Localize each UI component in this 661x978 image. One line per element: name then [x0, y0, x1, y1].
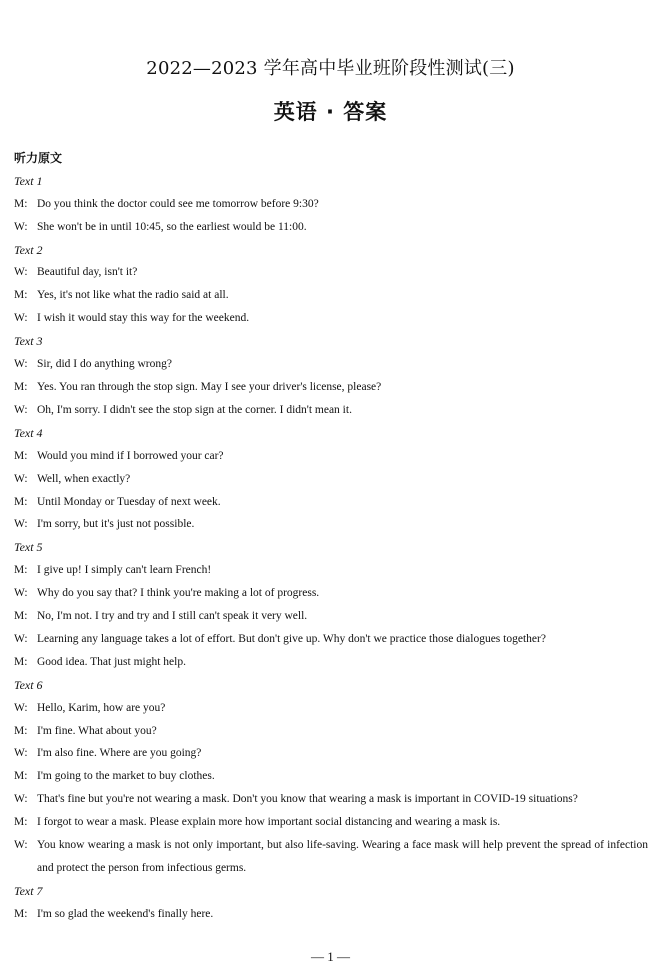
speaker-label: W: — [14, 518, 28, 531]
utterance-text: Sir, did I do anything wrong? — [37, 358, 172, 371]
speaker-label: M: — [14, 197, 28, 210]
dialogue-line — [14, 651, 648, 674]
document-subtitle: 英语 · 答案 — [273, 100, 388, 124]
speaker-label: W: — [14, 701, 28, 714]
utterance-text: No, I'm not. I try and try and I still can't speak it very well. — [37, 610, 308, 623]
dialogue-line — [14, 193, 648, 216]
dialogue-line — [14, 513, 648, 536]
utterance-text: Until Monday or Tuesday of next week. — [37, 495, 221, 508]
utterance-text: I wish it would stay this way for the weekend. — [37, 312, 250, 325]
dialogue-line — [14, 491, 648, 514]
dialogue-line — [14, 605, 648, 628]
utterance-text: I give up! I simply can't learn French! — [37, 564, 212, 577]
utterance-text: I forgot to wear a mask. Please explain more how important social distancing and wearing a mask is. — [37, 816, 501, 829]
utterance-text: I'm also fine. Where are you going? — [37, 747, 202, 760]
utterance-text: Beautiful day, isn't it? — [37, 266, 138, 279]
text-block — [14, 170, 648, 239]
utterance-text: She won't be in until 10:45, so the earliest would be 11:00. — [37, 220, 307, 233]
text-label: Text 6 — [14, 677, 43, 692]
listening-transcript — [14, 147, 648, 926]
speaker-label: W: — [14, 747, 28, 760]
text-block — [14, 674, 648, 880]
speaker-label: W: — [14, 472, 28, 485]
dialogue-line — [14, 765, 648, 788]
dialogue-line — [14, 903, 648, 926]
text-label: Text 5 — [14, 540, 43, 555]
transcript-texts — [14, 170, 648, 926]
speaker-label: M: — [14, 495, 28, 508]
dialogue-line — [14, 720, 648, 743]
utterance-text: I'm fine. What about you? — [37, 724, 157, 737]
utterance-text: Well, when exactly? — [37, 472, 131, 485]
speaker-label: W: — [14, 312, 28, 325]
document-title: 2022—2023 学年高中毕业班阶段性测试(三) — [146, 58, 515, 79]
dialogue-line — [14, 307, 648, 330]
utterance-text: Yes, it's not like what the radio said at all. — [37, 289, 229, 302]
speaker-label: M: — [14, 610, 28, 623]
text-label: Text 4 — [14, 425, 43, 440]
speaker-label: M: — [14, 816, 28, 829]
utterance-text: Hello, Karim, how are you? — [37, 701, 166, 714]
utterance-text: Good idea. That just might help. — [37, 655, 186, 668]
speaker-label: M: — [14, 770, 28, 783]
utterance-text: I'm sorry, but it's just not possible. — [37, 518, 195, 531]
text-label: Text 2 — [14, 242, 43, 257]
text-block — [14, 422, 648, 537]
dialogue-line — [14, 261, 648, 284]
speaker-label: W: — [14, 358, 28, 371]
speaker-label: M: — [14, 655, 28, 668]
dialogue-line — [14, 697, 648, 720]
dialogue-line — [14, 376, 648, 399]
speaker-label: M: — [14, 907, 28, 920]
dialogue-line — [14, 811, 648, 834]
text-label: Text 7 — [14, 883, 43, 898]
speaker-label: W: — [14, 632, 28, 645]
dialogue-line — [14, 216, 648, 239]
speaker-label: W: — [14, 220, 28, 233]
utterance-text: Why do you say that? I think you're making a lot of progress. — [37, 587, 320, 600]
speaker-label: M: — [14, 564, 28, 577]
utterance-text: That's fine but you're not wearing a mask. Don't you know that wearing a mask is important in COVID-19 situations? — [37, 793, 578, 806]
speaker-label: W: — [14, 839, 28, 852]
speaker-label: W: — [14, 266, 28, 279]
dialogue-line — [14, 445, 648, 468]
utterance-text: Oh, I'm sorry. I didn't see the stop sign at the corner. I didn't mean it. — [37, 403, 352, 416]
section-title: 听力原文 — [14, 151, 63, 165]
dialogue-line — [14, 284, 648, 307]
speaker-label: M: — [14, 289, 28, 302]
dialogue-line — [14, 788, 648, 811]
speaker-label: M: — [14, 724, 28, 737]
dialogue-line — [14, 628, 648, 651]
dialogue-line — [14, 559, 648, 582]
utterance-text: I'm going to the market to buy clothes. — [37, 770, 215, 783]
speaker-label: W: — [14, 403, 28, 416]
text-label: Text 3 — [14, 334, 43, 349]
utterance-text: Yes. You ran through the stop sign. May I see your driver's license, please? — [37, 381, 382, 393]
speaker-label: M: — [14, 381, 28, 393]
dialogue-line — [14, 353, 648, 376]
utterance-text: I'm so glad the weekend's finally here. — [37, 907, 214, 920]
text-block — [14, 880, 648, 926]
page-number: — 1 — — [311, 949, 350, 964]
text-block — [14, 330, 648, 422]
text-label: Text 1 — [14, 173, 43, 188]
utterance-text: You know wearing a mask is not only important, but also life-saving. Wearing a face mask will help prevent the spread of infection and protect the person from infectious germs. — [37, 839, 648, 874]
utterance-text: Would you mind if I borrowed your car? — [37, 449, 224, 462]
dialogue-line — [14, 742, 648, 765]
utterance-text: Learning any language takes a lot of effort. But don't give up. Why don't we practice those dialogues together? — [37, 632, 546, 645]
speaker-label: W: — [14, 793, 28, 806]
speaker-label: W: — [14, 587, 28, 600]
text-block — [14, 536, 648, 673]
dialogue-line — [14, 834, 648, 880]
text-block — [14, 239, 648, 331]
utterance-text: Do you think the doctor could see me tomorrow before 9:30? — [37, 197, 319, 210]
dialogue-line — [14, 468, 648, 491]
dialogue-line — [14, 582, 648, 605]
dialogue-line — [14, 399, 648, 422]
speaker-label: M: — [14, 449, 28, 462]
